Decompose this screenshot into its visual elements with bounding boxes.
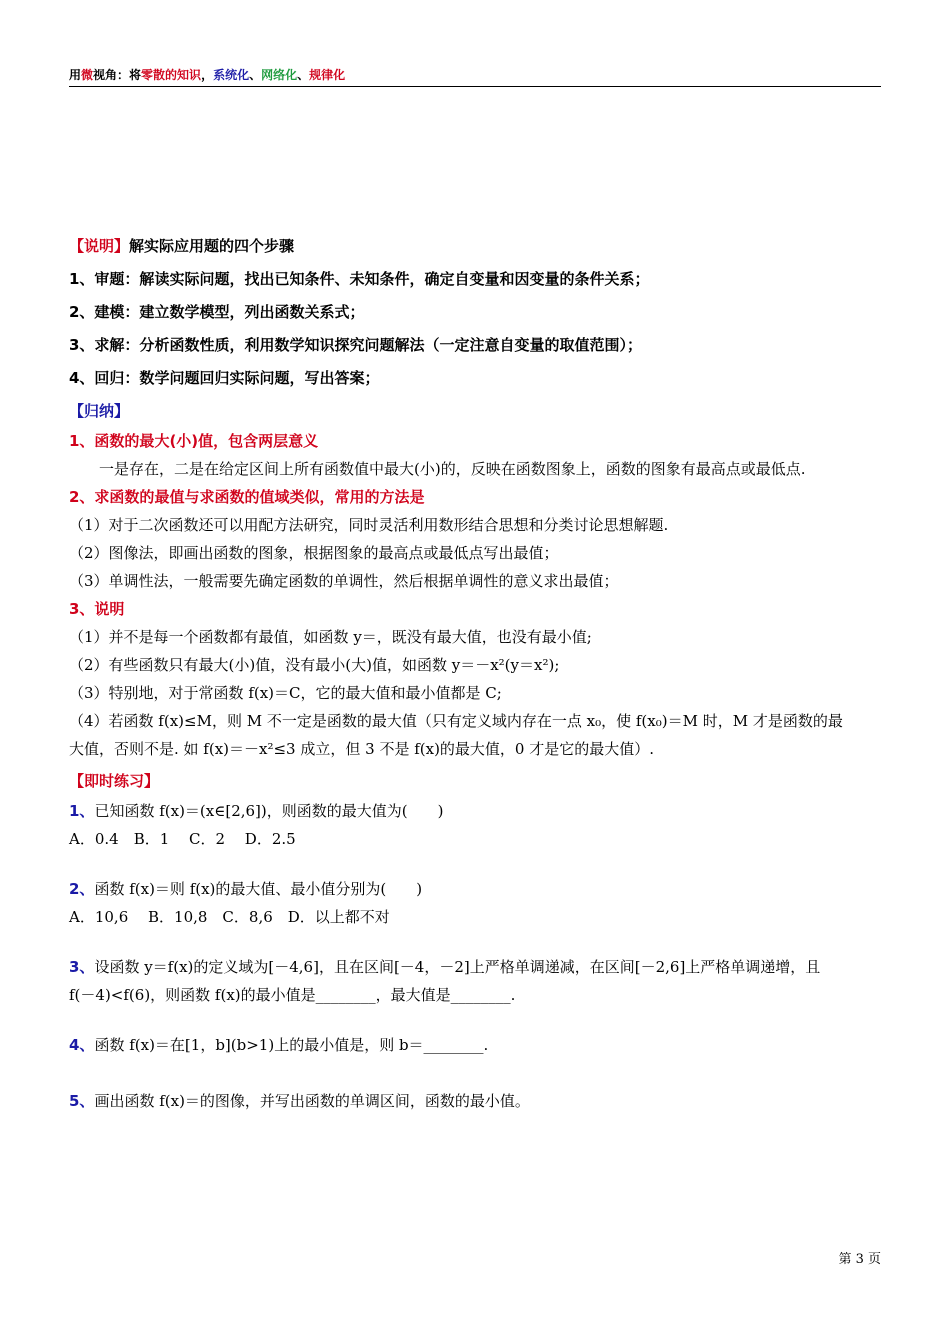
- summary-method-1: （1）对于二次函数还可以用配方法研究，同时灵活利用数形结合思想和分类讨论思想解题.: [69, 516, 669, 534]
- question-4-text: 函数 f(x)＝在[1，b](b>1)上的最小值是，则 b＝________.: [94, 1036, 489, 1054]
- summary-method-3: （3）单调性法，一般需要先确定函数的单调性，然后根据单调性的意义求出最值；: [69, 572, 619, 590]
- question-2: [69, 875, 881, 903]
- summary-heading-3: 3、说明: [69, 600, 125, 618]
- summary-paragraph-1: 一是存在，二是在给定区间上所有函数值中最大(小)的，反映在函数图象上，函数的图象有最高点或最低点.: [99, 460, 806, 478]
- explain-title: 解实际应用题的四个步骤: [129, 237, 295, 255]
- header-text-9: 、: [297, 68, 310, 82]
- explain-step-2: 2、建模：建立数学模型，列出函数关系式；: [69, 303, 365, 321]
- question-4-number: 4、: [69, 1036, 95, 1054]
- header-text-1: 用: [69, 68, 82, 82]
- summary-heading-2: 2、求函数的最值与求函数的值域类似，常用的方法是: [69, 488, 425, 506]
- question-2-options: A．10,6 B．10,8 C．8,6 D．以上都不对: [69, 908, 390, 926]
- explain-step-4: 4、回归：数学问题回归实际问题，写出答案；: [69, 369, 380, 387]
- page-number: 第 3 页: [838, 1252, 881, 1267]
- header-text-4: 零散的知识: [141, 68, 202, 82]
- explain-heading: [69, 232, 881, 260]
- explain-tag: 【说明】: [69, 237, 130, 255]
- header-text-8: 网络化: [261, 68, 298, 82]
- summary-heading-1: 1、函数的最大(小)值，包含两层意义: [69, 432, 319, 450]
- explain-step-3: 3、求解：分析函数性质，利用数学知识探究问题解法（一定注意自变量的取值范围）；: [69, 336, 642, 354]
- summary-note-1: （1）并不是每一个函数都有最值，如函数 y＝，既没有最大值，也没有最小值;: [69, 628, 592, 646]
- header-text-10: 规律化: [309, 68, 346, 82]
- question-3-text-line-1: 设函数 y＝f(x)的定义域为[－4,6]，且在区间[－4，－2]上严格单调递减，在区间[－2,6]上严格单调递增，且: [94, 958, 821, 976]
- spacer: [69, 1009, 881, 1031]
- explain-step-1: 1、审题：解读实际问题，找出已知条件、未知条件，确定自变量和因变量的条件关系；: [69, 270, 650, 288]
- header-text-7: 、: [249, 68, 262, 82]
- spacer: [69, 1059, 881, 1087]
- question-3-text-line-2: f(－4)<f(6)，则函数 f(x)的最小值是________，最大值是________.: [69, 986, 516, 1004]
- header-text-2: 微: [81, 68, 94, 82]
- summary-method-2: （2）图像法，即画出函数的图象，根据图象的最高点或最低点写出最值；: [69, 544, 559, 562]
- practice-tag: 【即时练习】: [69, 772, 160, 790]
- summary-note-4-line-1: （4）若函数 f(x)≤M，则 M 不一定是函数的最大值（只有定义域内存在一点 x₀，使 f(x₀)＝M 时，M 才是函数的最: [69, 712, 843, 730]
- spacer: [69, 853, 881, 875]
- question-1: [69, 797, 881, 825]
- summary-note-2: （2）有些函数只有最大(小)值，没有最小(大)值，如函数 y＝－x²(y＝x²);: [69, 656, 560, 674]
- question-1-options: A．0.4 B．1 C．2 D．2.5: [69, 830, 296, 848]
- question-5-number: 5、: [69, 1092, 95, 1110]
- question-1-number: 1、: [69, 802, 95, 820]
- summary-note-3: （3）特别地，对于常函数 f(x)＝C，它的最大值和最小值都是 C;: [69, 684, 502, 702]
- page-header: [69, 66, 881, 87]
- header-text-5: ，: [201, 68, 214, 82]
- header-text-6: 系统化: [213, 68, 250, 82]
- question-5-text: 画出函数 f(x)＝的图像，并写出函数的单调区间，函数的最小值。: [94, 1092, 530, 1110]
- question-3-number: 3、: [69, 958, 95, 976]
- summary-note-4-line-2: 大值，否则不是. 如 f(x)＝－x²≤3 成立，但 3 不是 f(x)的最大值，0 才是它的最大值）.: [69, 740, 655, 758]
- document-body: [69, 232, 881, 1115]
- question-4: [69, 1031, 881, 1059]
- question-1-text: 已知函数 f(x)＝(x∈[2,6])，则函数的最大值为( ): [94, 802, 444, 820]
- question-3: [69, 953, 881, 981]
- question-2-number: 2、: [69, 880, 95, 898]
- header-text-3: 视角：将: [93, 68, 142, 82]
- spacer: [69, 931, 881, 953]
- question-5: [69, 1087, 881, 1115]
- summary-tag: 【归纳】: [69, 402, 130, 420]
- question-2-text: 函数 f(x)＝则 f(x)的最大值、最小值分别为( ): [94, 880, 423, 898]
